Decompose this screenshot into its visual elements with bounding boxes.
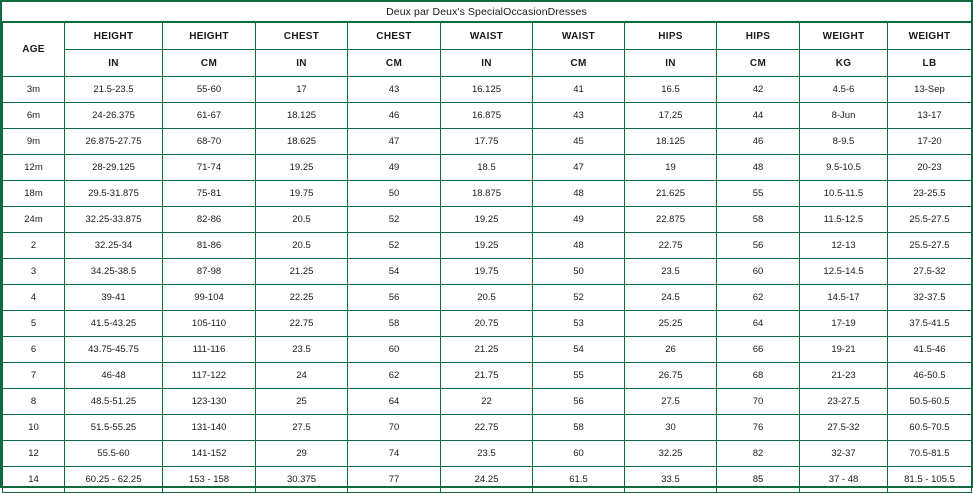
table-cell: 52 — [348, 233, 441, 259]
table-cell: 49 — [533, 207, 625, 233]
cell-age: 7 — [3, 363, 65, 389]
table-cell: 29 — [256, 441, 348, 467]
table-cell: 23.5 — [256, 337, 348, 363]
table-cell: 53 — [533, 311, 625, 337]
table-cell: 45 — [533, 129, 625, 155]
table-cell: 46 — [348, 103, 441, 129]
table-cell: 48 — [717, 155, 800, 181]
table-cell: 64 — [348, 389, 441, 415]
table-cell: 22 — [441, 389, 533, 415]
table-cell: 123-130 — [163, 389, 256, 415]
table-cell: 37.5-41.5 — [888, 311, 972, 337]
table-cell: 52 — [348, 207, 441, 233]
table-cell: 68 — [717, 363, 800, 389]
table-cell: 24-26.375 — [65, 103, 163, 129]
table-cell: 48 — [533, 233, 625, 259]
table-cell: 75-81 — [163, 181, 256, 207]
table-cell: 21.625 — [625, 181, 717, 207]
table-cell: 82-86 — [163, 207, 256, 233]
table-cell: 76 — [717, 415, 800, 441]
table-cell: 18.125 — [256, 103, 348, 129]
table-cell: 4.5-6 — [800, 77, 888, 103]
table-cell: 39-41 — [65, 285, 163, 311]
table-cell: 18.5 — [441, 155, 533, 181]
column-header-age: AGE — [3, 23, 65, 77]
table-cell: 23-27.5 — [800, 389, 888, 415]
table-cell: 32-37 — [800, 441, 888, 467]
table-cell: 105-110 — [163, 311, 256, 337]
table-cell: 60 — [348, 337, 441, 363]
page-title: Deux par Deux's SpecialOccasionDresses — [386, 5, 587, 18]
table-cell: 21.5-23.5 — [65, 77, 163, 103]
table-cell: 50.5-60.5 — [888, 389, 972, 415]
column-header-hips-cm: HIPS — [717, 23, 800, 50]
table-cell: 50 — [348, 181, 441, 207]
table-cell: 27.5-32 — [888, 259, 972, 285]
unit-header-chest-cm: CM — [348, 50, 441, 77]
table-cell: 41.5-43.25 — [65, 311, 163, 337]
unit-header-height-cm: CM — [163, 50, 256, 77]
table-cell: 19.25 — [256, 155, 348, 181]
table-cell: 47 — [348, 129, 441, 155]
cell-age: 5 — [3, 311, 65, 337]
table-cell: 12-13 — [800, 233, 888, 259]
table-cell: 54 — [348, 259, 441, 285]
table-cell: 26.75 — [625, 363, 717, 389]
table-row — [3, 155, 972, 181]
table-cell: 16.5 — [625, 77, 717, 103]
column-header-hips-in: HIPS — [625, 23, 717, 50]
table-cell: 32.25-34 — [65, 233, 163, 259]
table-body — [3, 77, 972, 493]
table-cell: 111-116 — [163, 337, 256, 363]
column-header-chest-cm: CHEST — [348, 23, 441, 50]
header-row-measure — [3, 23, 972, 50]
table-cell: 21-23 — [800, 363, 888, 389]
table-cell: 22.875 — [625, 207, 717, 233]
table-cell: 22.75 — [441, 415, 533, 441]
table-cell: 46-48 — [65, 363, 163, 389]
table-cell: 32-37.5 — [888, 285, 972, 311]
column-header-weight-kg: WEIGHT — [800, 23, 888, 50]
table-cell: 20.5 — [256, 207, 348, 233]
table-row — [3, 337, 972, 363]
cell-age: 9m — [3, 129, 65, 155]
table-cell: 56 — [533, 389, 625, 415]
table-row — [3, 181, 972, 207]
table-row — [3, 207, 972, 233]
table-cell: 47 — [533, 155, 625, 181]
cell-age: 18m — [3, 181, 65, 207]
unit-header-hips-in: IN — [625, 50, 717, 77]
table-cell: 41.5-46 — [888, 337, 972, 363]
table-cell: 17.25 — [625, 103, 717, 129]
table-cell: 18.625 — [256, 129, 348, 155]
cell-age: 24m — [3, 207, 65, 233]
table-cell: 21.25 — [441, 337, 533, 363]
table-cell: 11.5-12.5 — [800, 207, 888, 233]
column-header-height-in: HEIGHT — [65, 23, 163, 50]
table-row — [3, 233, 972, 259]
table-cell: 21.25 — [256, 259, 348, 285]
unit-header-waist-cm: CM — [533, 50, 625, 77]
table-cell: 70 — [717, 389, 800, 415]
table-cell: 49 — [348, 155, 441, 181]
table-cell: 61.5 — [533, 467, 625, 493]
cell-age: 4 — [3, 285, 65, 311]
table-cell: 87-98 — [163, 259, 256, 285]
table-cell: 17.75 — [441, 129, 533, 155]
table-cell: 19.75 — [256, 181, 348, 207]
table-row — [3, 77, 972, 103]
cell-age: 10 — [3, 415, 65, 441]
table-cell: 82 — [717, 441, 800, 467]
table-cell: 28-29.125 — [65, 155, 163, 181]
table-cell: 46 — [717, 129, 800, 155]
table-cell: 23.5 — [625, 259, 717, 285]
table-cell: 24.5 — [625, 285, 717, 311]
table-cell: 56 — [348, 285, 441, 311]
table-cell: 16.125 — [441, 77, 533, 103]
table-cell: 44 — [717, 103, 800, 129]
table-cell: 62 — [717, 285, 800, 311]
cell-age: 14 — [3, 467, 65, 493]
table-cell: 24 — [256, 363, 348, 389]
table-cell: 25 — [256, 389, 348, 415]
table-cell: 46-50.5 — [888, 363, 972, 389]
table-cell: 13-Sep — [888, 77, 972, 103]
chart-title-bar — [2, 2, 971, 22]
cell-age: 12m — [3, 155, 65, 181]
unit-header-waist-in: IN — [441, 50, 533, 77]
column-header-chest-in: CHEST — [256, 23, 348, 50]
table-cell: 22.75 — [625, 233, 717, 259]
table-cell: 58 — [717, 207, 800, 233]
table-row — [3, 285, 972, 311]
cell-age: 2 — [3, 233, 65, 259]
table-cell: 20.75 — [441, 311, 533, 337]
cell-age: 6 — [3, 337, 65, 363]
column-header-waist-cm: WAIST — [533, 23, 625, 50]
column-header-weight-lb: WEIGHT — [888, 23, 972, 50]
table-cell: 8-9.5 — [800, 129, 888, 155]
table-cell: 17-19 — [800, 311, 888, 337]
table-cell: 8-Jun — [800, 103, 888, 129]
table-cell: 55 — [533, 363, 625, 389]
table-cell: 33.5 — [625, 467, 717, 493]
table-cell: 70.5-81.5 — [888, 441, 972, 467]
table-cell: 10.5-11.5 — [800, 181, 888, 207]
table-cell: 32.25-33.875 — [65, 207, 163, 233]
table-row — [3, 129, 972, 155]
table-row — [3, 467, 972, 493]
table-cell: 43.75-45.75 — [65, 337, 163, 363]
table-cell: 25.5-27.5 — [888, 207, 972, 233]
table-cell: 14.5-17 — [800, 285, 888, 311]
table-cell: 22.75 — [256, 311, 348, 337]
table-cell: 81-86 — [163, 233, 256, 259]
table-row — [3, 441, 972, 467]
table-cell: 60.5-70.5 — [888, 415, 972, 441]
table-row — [3, 259, 972, 285]
table-cell: 141-152 — [163, 441, 256, 467]
table-cell: 64 — [717, 311, 800, 337]
table-cell: 37 - 48 — [800, 467, 888, 493]
table-cell: 43 — [533, 103, 625, 129]
table-cell: 41 — [533, 77, 625, 103]
table-row — [3, 363, 972, 389]
cell-age: 3m — [3, 77, 65, 103]
table-row — [3, 311, 972, 337]
table-row — [3, 103, 972, 129]
table-cell: 26 — [625, 337, 717, 363]
table-cell: 66 — [717, 337, 800, 363]
cell-age: 6m — [3, 103, 65, 129]
table-cell: 29.5-31.875 — [65, 181, 163, 207]
table-cell: 17 — [256, 77, 348, 103]
table-cell: 60 — [717, 259, 800, 285]
table-cell: 55.5-60 — [65, 441, 163, 467]
table-row — [3, 415, 972, 441]
table-cell: 17-20 — [888, 129, 972, 155]
table-cell: 26.875-27.75 — [65, 129, 163, 155]
table-cell: 68-70 — [163, 129, 256, 155]
table-cell: 74 — [348, 441, 441, 467]
table-cell: 25.25 — [625, 311, 717, 337]
table-row — [3, 389, 972, 415]
table-cell: 52 — [533, 285, 625, 311]
table-cell: 55-60 — [163, 77, 256, 103]
table-cell: 18.125 — [625, 129, 717, 155]
table-cell: 23-25.5 — [888, 181, 972, 207]
table-cell: 16.875 — [441, 103, 533, 129]
unit-header-weight-lb: LB — [888, 50, 972, 77]
table-cell: 55 — [717, 181, 800, 207]
table-cell: 56 — [717, 233, 800, 259]
unit-header-chest-in: IN — [256, 50, 348, 77]
table-cell: 99-104 — [163, 285, 256, 311]
table-cell: 42 — [717, 77, 800, 103]
table-cell: 18.875 — [441, 181, 533, 207]
table-cell: 30.375 — [256, 467, 348, 493]
table-cell: 22.25 — [256, 285, 348, 311]
table-cell: 13-17 — [888, 103, 972, 129]
table-cell: 19 — [625, 155, 717, 181]
unit-header-hips-cm: CM — [717, 50, 800, 77]
table-cell: 58 — [348, 311, 441, 337]
table-cell: 153 - 158 — [163, 467, 256, 493]
table-header — [3, 23, 972, 77]
table-cell: 19-21 — [800, 337, 888, 363]
table-cell: 20-23 — [888, 155, 972, 181]
header-row-unit — [3, 50, 972, 77]
table-cell: 12.5-14.5 — [800, 259, 888, 285]
size-chart-table — [2, 22, 972, 493]
table-cell: 20.5 — [256, 233, 348, 259]
table-cell: 60 — [533, 441, 625, 467]
table-cell: 70 — [348, 415, 441, 441]
table-cell: 19.75 — [441, 259, 533, 285]
table-cell: 43 — [348, 77, 441, 103]
table-cell: 77 — [348, 467, 441, 493]
table-cell: 21.75 — [441, 363, 533, 389]
table-cell: 19.25 — [441, 233, 533, 259]
unit-header-height-in: IN — [65, 50, 163, 77]
table-cell: 62 — [348, 363, 441, 389]
table-cell: 131-140 — [163, 415, 256, 441]
table-cell: 117-122 — [163, 363, 256, 389]
column-header-height-cm: HEIGHT — [163, 23, 256, 50]
cell-age: 8 — [3, 389, 65, 415]
cell-age: 12 — [3, 441, 65, 467]
table-cell: 27.5 — [256, 415, 348, 441]
table-cell: 25.5-27.5 — [888, 233, 972, 259]
table-cell: 81.5 - 105.5 — [888, 467, 972, 493]
table-cell: 58 — [533, 415, 625, 441]
table-cell: 20.5 — [441, 285, 533, 311]
table-cell: 60.25 - 62.25 — [65, 467, 163, 493]
table-cell: 27.5-32 — [800, 415, 888, 441]
table-cell: 24.25 — [441, 467, 533, 493]
table-cell: 32.25 — [625, 441, 717, 467]
cell-age: 3 — [3, 259, 65, 285]
table-cell: 71-74 — [163, 155, 256, 181]
table-cell: 48 — [533, 181, 625, 207]
table-cell: 23.5 — [441, 441, 533, 467]
table-cell: 19.25 — [441, 207, 533, 233]
table-cell: 50 — [533, 259, 625, 285]
table-cell: 54 — [533, 337, 625, 363]
table-cell: 34.25-38.5 — [65, 259, 163, 285]
table-cell: 9.5-10.5 — [800, 155, 888, 181]
table-cell: 85 — [717, 467, 800, 493]
table-cell: 30 — [625, 415, 717, 441]
table-cell: 27.5 — [625, 389, 717, 415]
table-cell: 48.5-51.25 — [65, 389, 163, 415]
unit-header-weight-kg: KG — [800, 50, 888, 77]
column-header-waist-in: WAIST — [441, 23, 533, 50]
table-cell: 51.5-55.25 — [65, 415, 163, 441]
table-cell: 61-67 — [163, 103, 256, 129]
